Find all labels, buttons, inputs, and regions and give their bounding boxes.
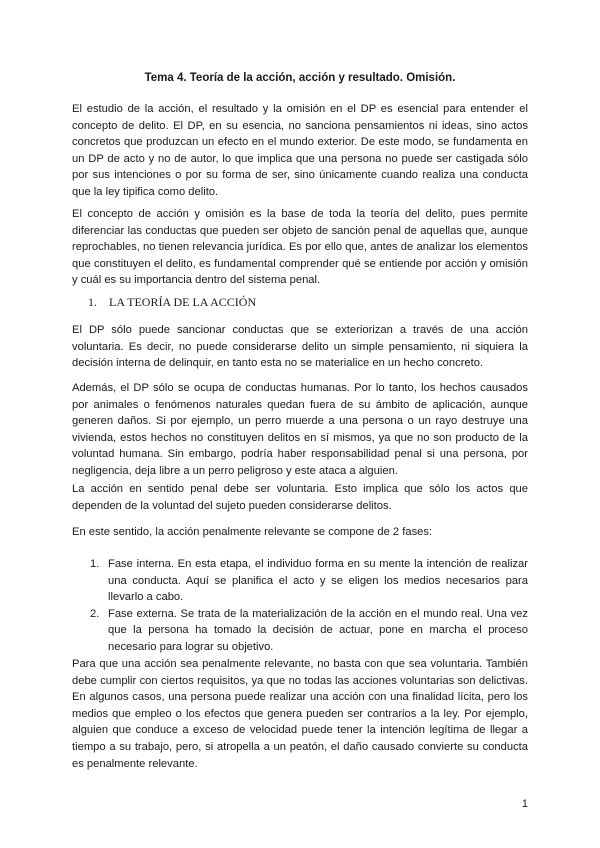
intro-paragraph-2: El concepto de acción y omisión es la base de toda la teoría del delito, pues permite diferenciar las conductas que pueden ser objeto de sanción penal de aquellas que, aunque reprochables, no tienen relevancia jurídica. Es por ello que, antes de analizar los elementos que constituyen el delito, es fundamental comprender qué se entiende por acción y omisión y cuál es su importancia dentro del sistema penal. xyxy=(72,208,528,287)
section-number: 1. xyxy=(88,295,97,309)
body-paragraph-2: Además, el DP sólo se ocupa de conductas humanas. Por lo tanto, los hechos causados por animales o fenómenos naturales quedan fuera de su ámbito de aplicación, aunque generen daños. Si por ejemplo, un perro muerde a una persona o un rayo destruye una vivienda, estos hechos no constituyen delitos en sí mismos, ya que no son producto de la voluntad humana. Sin embargo, podría haber responsabilidad penal si una persona, por negligencia, deja libre a un perro peligroso y este ataca a alguien. xyxy=(72,382,528,477)
page-title: Tema 4. Teoría de la acción, acción y resultado. Omisión. xyxy=(144,72,456,84)
list-item-text: Fase interna. En esta etapa, el individuo forma en su mente la intención de realizar una conducta. Aquí se planifica el acto y se eligen los medios necesarios para llevarlo a cabo. xyxy=(108,558,528,604)
list-item-number: 2. xyxy=(90,607,100,620)
section-title: LA TEORÍA DE LA ACCIÓN xyxy=(109,295,257,309)
list-item-text: Fase externa. Se trata de la materialización de la acción en el mundo real. Una vez que la persona ha tomado la decisión de actuar, pone en marcha el proceso necesario para lograr su objetivo. xyxy=(108,607,528,653)
section-heading xyxy=(88,294,256,311)
closing-paragraph: Para que una acción sea penalmente relevante, no basta con que sea voluntaria. También debe cumplir con ciertos requisitos, ya que no todas las acciones voluntarias son delictivas. En algunos casos, una persona puede realizar una acción con una finalidad lícita, pero los medios que empleo o los efectos que genera pueden ser contrarios a la ley. Por ejemplo, alguien que conduce a exceso de velocidad puede tener la intención legítima de llegar a tiempo a su trabajo, pero, si atropella a un peatón, el daño causado convierte su conducta es penalmente relevante. xyxy=(72,658,528,770)
list-item xyxy=(72,606,528,656)
list-item-number: 1. xyxy=(90,558,100,570)
phases-list xyxy=(72,556,528,656)
body-paragraph-1: El DP sólo puede sancionar conductas que se exteriorizan a través de una acción voluntaria. Es decir, no puede considerarse delito un simple pensamiento, ni siquiera la decisión interna de delinquir, en tanto esta no se materialice en un hecho concreto. xyxy=(72,324,528,370)
page-number: 1 xyxy=(521,798,528,810)
list-item xyxy=(72,556,528,606)
body-paragraph-3: La acción en sentido penal debe ser voluntaria. Esto implica que sólo los actos que dependen de la voluntad del sujeto pueden considerarse delitos. xyxy=(72,483,528,512)
intro-paragraph-1: El estudio de la acción, el resultado y la omisión en el DP es esencial para entender el concepto de delito. El DP, en su esencia, no sanciona pensamientos ni ideas, sino actos concretos que produzcan un efecto en el mundo exterior. De este modo, se fundamenta en un DP de acto y no de autor, lo que implica que una persona no puede ser castigada sólo por sus intenciones o por su forma de ser, sino únicamente cuando realiza una conducta que la ley tipifica como delito. xyxy=(72,103,528,198)
body-paragraph-4: En este sentido, la acción penalmente relevante se compone de 2 fases: xyxy=(72,526,433,538)
